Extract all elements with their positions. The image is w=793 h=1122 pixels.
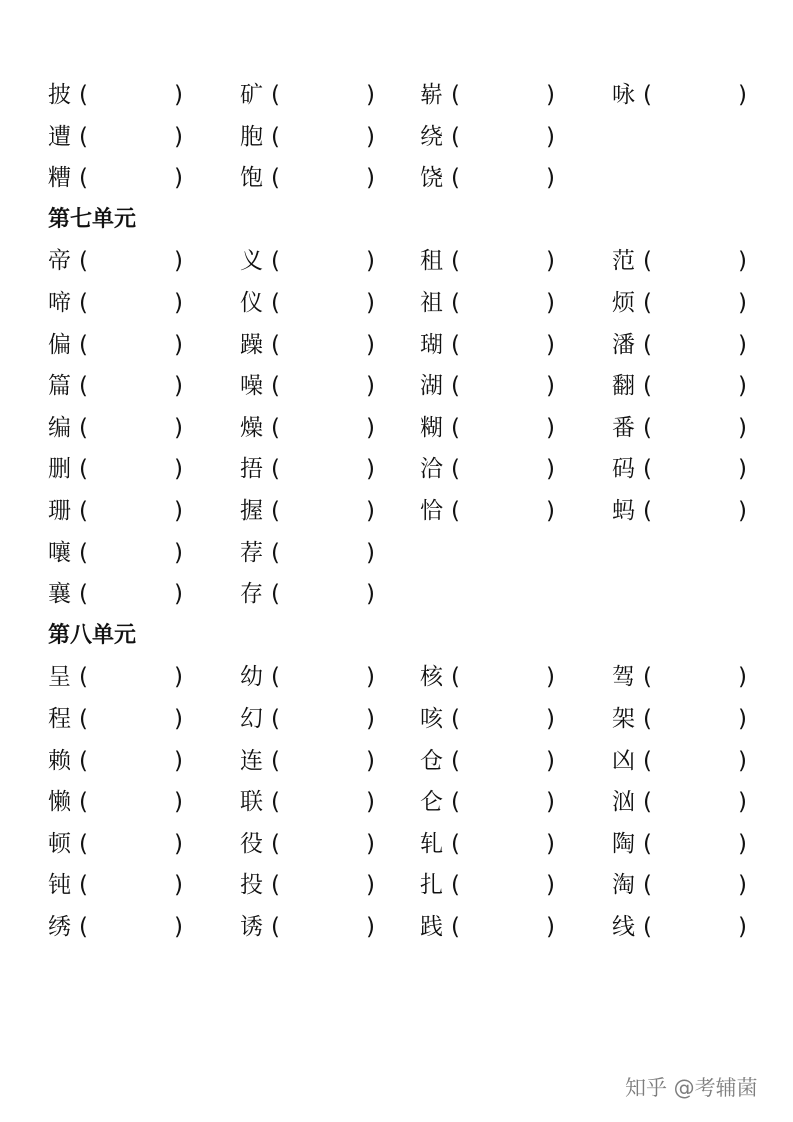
pinyin-open-paren: ( [451, 373, 460, 400]
pinyin-open-paren: ( [79, 581, 88, 608]
pinyin-close-paren: ) [546, 248, 555, 275]
hanzi-character: 陶 [612, 830, 635, 857]
word-row [0, 870, 793, 911]
pinyin-close-paren: ) [738, 456, 747, 483]
pinyin-close-paren: ) [174, 539, 183, 566]
word-row [0, 787, 793, 828]
pinyin-close-paren: ) [738, 373, 747, 400]
pinyin-open-paren: ( [79, 373, 88, 400]
hanzi-character: 连 [240, 747, 263, 774]
pinyin-open-paren: ( [79, 414, 88, 441]
hanzi-character: 烦 [612, 290, 635, 316]
hanzi-character: 淘 [612, 872, 635, 899]
pinyin-open-paren: ( [271, 581, 280, 608]
hanzi-character: 燥 [240, 414, 263, 441]
pinyin-open-paren: ( [643, 830, 652, 857]
pinyin-open-paren: ( [79, 830, 88, 857]
pinyin-close-paren: ) [546, 789, 555, 816]
hanzi-character: 绣 [48, 914, 71, 940]
pinyin-close-paren: ) [738, 747, 747, 774]
word-row [0, 579, 793, 620]
pinyin-close-paren: ) [546, 706, 555, 732]
watermark: 知乎 @考辅菌 [625, 1076, 758, 1100]
pinyin-close-paren: ) [174, 664, 183, 691]
pinyin-open-paren: ( [271, 331, 280, 358]
pinyin-open-paren: ( [451, 456, 460, 483]
pinyin-open-paren: ( [451, 706, 460, 732]
pinyin-close-paren: ) [366, 872, 375, 899]
pinyin-open-paren: ( [79, 498, 88, 524]
pinyin-close-paren: ) [546, 456, 555, 483]
pinyin-open-paren: ( [451, 123, 460, 150]
word-row [0, 413, 793, 454]
pinyin-close-paren: ) [366, 373, 375, 400]
hanzi-character: 役 [240, 830, 263, 857]
pinyin-open-paren: ( [451, 248, 460, 275]
hanzi-character: 架 [612, 706, 635, 732]
hanzi-character: 扎 [420, 872, 443, 899]
pinyin-open-paren: ( [643, 331, 652, 358]
pinyin-open-paren: ( [79, 664, 88, 691]
pinyin-open-paren: ( [643, 82, 652, 108]
pinyin-close-paren: ) [738, 331, 747, 358]
hanzi-character: 捂 [240, 456, 263, 483]
pinyin-open-paren: ( [79, 290, 88, 316]
pinyin-open-paren: ( [643, 414, 652, 441]
pinyin-close-paren: ) [366, 456, 375, 483]
pinyin-close-paren: ) [366, 498, 375, 524]
word-row [0, 80, 793, 121]
pinyin-close-paren: ) [174, 82, 183, 108]
pinyin-open-paren: ( [451, 331, 460, 358]
pinyin-close-paren: ) [366, 914, 375, 940]
pinyin-open-paren: ( [79, 872, 88, 899]
pinyin-open-paren: ( [643, 456, 652, 483]
hanzi-character: 恰 [420, 498, 443, 524]
hanzi-character: 诱 [240, 914, 263, 940]
pinyin-open-paren: ( [643, 706, 652, 732]
hanzi-character: 饶 [420, 165, 443, 192]
pinyin-open-paren: ( [79, 248, 88, 275]
pinyin-close-paren: ) [366, 830, 375, 857]
word-row [0, 538, 793, 579]
pinyin-open-paren: ( [79, 914, 88, 940]
hanzi-character: 握 [240, 498, 263, 524]
pinyin-close-paren: ) [738, 248, 747, 275]
hanzi-character: 潘 [612, 331, 635, 358]
pinyin-close-paren: ) [174, 165, 183, 192]
pinyin-close-paren: ) [738, 664, 747, 691]
hanzi-character: 嚷 [48, 539, 71, 566]
pinyin-open-paren: ( [643, 498, 652, 524]
pinyin-open-paren: ( [271, 706, 280, 732]
pinyin-close-paren: ) [738, 789, 747, 816]
hanzi-character: 珊 [48, 498, 71, 524]
hanzi-character: 程 [48, 706, 71, 732]
pinyin-close-paren: ) [174, 498, 183, 524]
pinyin-close-paren: ) [738, 498, 747, 524]
hanzi-character: 懒 [48, 789, 71, 816]
pinyin-close-paren: ) [366, 290, 375, 316]
hanzi-character: 绕 [420, 123, 443, 150]
pinyin-open-paren: ( [271, 248, 280, 275]
section-heading: 第八单元 [48, 622, 137, 648]
hanzi-character: 凶 [612, 747, 635, 774]
pinyin-open-paren: ( [271, 789, 280, 816]
pinyin-close-paren: ) [174, 872, 183, 899]
hanzi-character: 糟 [48, 165, 71, 192]
pinyin-open-paren: ( [643, 789, 652, 816]
hanzi-character: 仓 [420, 747, 443, 774]
pinyin-open-paren: ( [643, 290, 652, 316]
pinyin-open-paren: ( [643, 747, 652, 774]
pinyin-close-paren: ) [738, 872, 747, 899]
pinyin-close-paren: ) [738, 290, 747, 316]
pinyin-open-paren: ( [271, 290, 280, 316]
pinyin-open-paren: ( [271, 498, 280, 524]
pinyin-open-paren: ( [451, 165, 460, 192]
pinyin-open-paren: ( [79, 123, 88, 150]
word-row [0, 662, 793, 703]
word-row [0, 246, 793, 287]
pinyin-close-paren: ) [366, 123, 375, 150]
hanzi-character: 洽 [420, 456, 443, 483]
pinyin-open-paren: ( [271, 539, 280, 566]
hanzi-character: 联 [240, 789, 263, 816]
hanzi-character: 啼 [48, 290, 71, 316]
hanzi-character: 糊 [420, 414, 443, 441]
pinyin-open-paren: ( [451, 414, 460, 441]
word-row [0, 746, 793, 787]
hanzi-character: 崭 [420, 82, 443, 108]
hanzi-character: 义 [240, 248, 263, 275]
hanzi-character: 投 [240, 872, 263, 899]
hanzi-character: 仪 [240, 290, 263, 316]
pinyin-close-paren: ) [738, 414, 747, 441]
pinyin-close-paren: ) [546, 414, 555, 441]
hanzi-character: 仑 [420, 789, 443, 816]
hanzi-character: 瑚 [420, 331, 443, 358]
pinyin-open-paren: ( [643, 872, 652, 899]
hanzi-character: 驾 [612, 664, 635, 691]
pinyin-close-paren: ) [366, 248, 375, 275]
pinyin-close-paren: ) [174, 290, 183, 316]
pinyin-close-paren: ) [174, 706, 183, 732]
pinyin-close-paren: ) [738, 914, 747, 940]
pinyin-open-paren: ( [271, 165, 280, 192]
hanzi-character: 顿 [48, 830, 71, 857]
hanzi-character: 篇 [48, 373, 71, 400]
hanzi-character: 汹 [612, 789, 635, 816]
word-row [0, 288, 793, 329]
pinyin-open-paren: ( [271, 747, 280, 774]
hanzi-character: 赖 [48, 747, 71, 774]
pinyin-close-paren: ) [366, 82, 375, 108]
pinyin-open-paren: ( [79, 706, 88, 732]
pinyin-close-paren: ) [546, 872, 555, 899]
pinyin-close-paren: ) [546, 747, 555, 774]
pinyin-close-paren: ) [366, 789, 375, 816]
hanzi-character: 襄 [48, 581, 71, 608]
word-row [0, 829, 793, 870]
pinyin-open-paren: ( [451, 82, 460, 108]
hanzi-character: 荐 [240, 539, 263, 566]
pinyin-open-paren: ( [643, 248, 652, 275]
pinyin-close-paren: ) [366, 581, 375, 608]
pinyin-open-paren: ( [643, 914, 652, 940]
pinyin-open-paren: ( [451, 914, 460, 940]
hanzi-character: 钝 [48, 872, 71, 899]
pinyin-close-paren: ) [546, 331, 555, 358]
hanzi-character: 饱 [240, 165, 263, 192]
pinyin-open-paren: ( [79, 82, 88, 108]
hanzi-character: 线 [612, 914, 635, 940]
hanzi-character: 幻 [240, 706, 263, 732]
hanzi-character: 幼 [240, 664, 263, 691]
word-row [0, 912, 793, 953]
pinyin-close-paren: ) [546, 165, 555, 192]
pinyin-close-paren: ) [366, 664, 375, 691]
hanzi-character: 租 [420, 248, 443, 275]
pinyin-close-paren: ) [738, 830, 747, 857]
hanzi-character: 矿 [240, 82, 263, 108]
pinyin-close-paren: ) [738, 82, 747, 108]
pinyin-close-paren: ) [174, 456, 183, 483]
pinyin-close-paren: ) [174, 789, 183, 816]
pinyin-close-paren: ) [174, 747, 183, 774]
pinyin-close-paren: ) [366, 165, 375, 192]
hanzi-character: 范 [612, 248, 635, 275]
hanzi-character: 核 [420, 664, 443, 691]
hanzi-character: 遭 [48, 123, 71, 150]
word-row [0, 122, 793, 163]
hanzi-character: 蚂 [612, 498, 635, 524]
hanzi-character: 咳 [420, 706, 443, 732]
hanzi-character: 胞 [240, 123, 263, 150]
pinyin-open-paren: ( [271, 82, 280, 108]
word-row [0, 496, 793, 537]
pinyin-open-paren: ( [79, 747, 88, 774]
pinyin-open-paren: ( [271, 414, 280, 441]
hanzi-character: 删 [48, 456, 71, 483]
pinyin-close-paren: ) [546, 123, 555, 150]
pinyin-open-paren: ( [79, 165, 88, 192]
pinyin-open-paren: ( [271, 123, 280, 150]
pinyin-close-paren: ) [174, 248, 183, 275]
pinyin-close-paren: ) [366, 706, 375, 732]
pinyin-open-paren: ( [271, 456, 280, 483]
word-row [0, 371, 793, 412]
pinyin-open-paren: ( [271, 830, 280, 857]
pinyin-open-paren: ( [79, 456, 88, 483]
pinyin-open-paren: ( [79, 331, 88, 358]
hanzi-character: 咏 [612, 82, 635, 108]
pinyin-close-paren: ) [546, 830, 555, 857]
hanzi-character: 噪 [240, 373, 263, 400]
pinyin-open-paren: ( [643, 664, 652, 691]
pinyin-open-paren: ( [451, 664, 460, 691]
pinyin-open-paren: ( [451, 747, 460, 774]
pinyin-close-paren: ) [174, 331, 183, 358]
pinyin-close-paren: ) [174, 581, 183, 608]
pinyin-open-paren: ( [451, 830, 460, 857]
pinyin-close-paren: ) [546, 82, 555, 108]
hanzi-character: 湖 [420, 373, 443, 400]
pinyin-open-paren: ( [271, 872, 280, 899]
pinyin-close-paren: ) [174, 123, 183, 150]
pinyin-close-paren: ) [174, 830, 183, 857]
hanzi-character: 码 [612, 456, 635, 483]
hanzi-character: 番 [612, 414, 635, 441]
pinyin-open-paren: ( [643, 373, 652, 400]
pinyin-open-paren: ( [271, 664, 280, 691]
word-row [0, 454, 793, 495]
pinyin-open-paren: ( [79, 789, 88, 816]
pinyin-open-paren: ( [79, 539, 88, 566]
pinyin-close-paren: ) [174, 373, 183, 400]
hanzi-character: 偏 [48, 331, 71, 358]
hanzi-character: 祖 [420, 290, 443, 316]
pinyin-close-paren: ) [174, 914, 183, 940]
section-heading: 第七单元 [48, 206, 137, 232]
pinyin-close-paren: ) [366, 414, 375, 441]
pinyin-close-paren: ) [366, 331, 375, 358]
hanzi-character: 轧 [420, 830, 443, 857]
pinyin-open-paren: ( [451, 789, 460, 816]
pinyin-close-paren: ) [546, 914, 555, 940]
word-row [0, 704, 793, 745]
pinyin-open-paren: ( [451, 290, 460, 316]
hanzi-character: 践 [420, 914, 443, 940]
pinyin-close-paren: ) [366, 539, 375, 566]
pinyin-open-paren: ( [271, 914, 280, 940]
pinyin-open-paren: ( [271, 373, 280, 400]
pinyin-close-paren: ) [546, 373, 555, 400]
pinyin-close-paren: ) [546, 498, 555, 524]
hanzi-character: 帝 [48, 248, 71, 275]
hanzi-character: 编 [48, 414, 71, 441]
word-row [0, 330, 793, 371]
pinyin-open-paren: ( [451, 498, 460, 524]
pinyin-close-paren: ) [546, 664, 555, 691]
hanzi-character: 躁 [240, 331, 263, 358]
hanzi-character: 翻 [612, 373, 635, 400]
pinyin-close-paren: ) [366, 747, 375, 774]
pinyin-close-paren: ) [546, 290, 555, 316]
pinyin-close-paren: ) [738, 706, 747, 732]
hanzi-character: 存 [240, 581, 263, 608]
pinyin-open-paren: ( [451, 872, 460, 899]
word-row [0, 163, 793, 204]
pinyin-close-paren: ) [174, 414, 183, 441]
hanzi-character: 呈 [48, 664, 71, 691]
hanzi-character: 披 [48, 82, 71, 108]
